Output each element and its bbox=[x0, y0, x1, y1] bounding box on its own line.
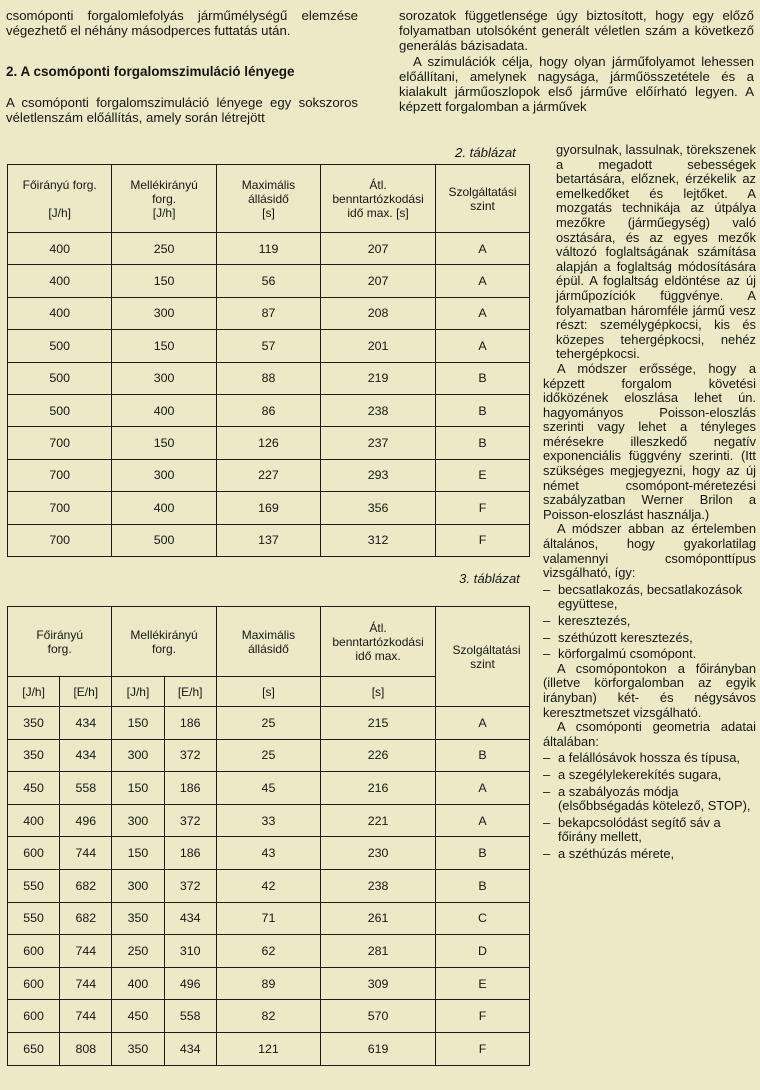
table2-cell: 293 bbox=[321, 459, 436, 491]
table2-row bbox=[8, 459, 530, 491]
table3-cell: 450 bbox=[8, 772, 60, 805]
table2-cell: 400 bbox=[8, 265, 112, 297]
table2-cell: 700 bbox=[8, 524, 112, 556]
table2-cell: A bbox=[436, 233, 530, 265]
list-item: – a szabályozás módja (elsőbbségadás kötelező, STOP), bbox=[543, 785, 756, 814]
table2-header-max-wait: Maximális állásidő [s] bbox=[216, 165, 320, 233]
table3-cell: 600 bbox=[8, 967, 60, 1000]
right-column bbox=[543, 143, 756, 862]
table3-cell: 150 bbox=[112, 707, 164, 740]
table3-row bbox=[8, 869, 530, 902]
table3-header-avg-dwell: Átl. benntartózkodási idő max. bbox=[321, 607, 436, 677]
table3-unit-eh-2: [E/h] bbox=[164, 677, 216, 707]
table2-body bbox=[8, 233, 530, 557]
table3-cell: A bbox=[435, 707, 529, 740]
table2-cell: A bbox=[436, 297, 530, 329]
table2-cell: A bbox=[436, 265, 530, 297]
table2-row bbox=[8, 362, 530, 394]
table3 bbox=[7, 606, 530, 1066]
left-intro-text: csomóponti forgalomlefolyás járműmélységű elemzése végezhető el néhány másodperces futtatás után. bbox=[6, 8, 358, 39]
table3-cell: 230 bbox=[321, 837, 436, 870]
table3-cell: 372 bbox=[164, 739, 216, 772]
table3-row bbox=[8, 1032, 530, 1065]
table2-cell: 207 bbox=[321, 265, 436, 297]
table2-cell: 57 bbox=[216, 330, 320, 362]
table2-cell: 56 bbox=[216, 265, 320, 297]
table2-cell: 312 bbox=[321, 524, 436, 556]
table2-cell: 400 bbox=[8, 233, 112, 265]
table3-row bbox=[8, 837, 530, 870]
table2-caption: 2. táblázat bbox=[455, 145, 516, 160]
table3-header-max-wait: Maximális állásidő bbox=[216, 607, 320, 677]
table3-cell: 600 bbox=[8, 935, 60, 968]
table3-cell: 372 bbox=[164, 804, 216, 837]
table2-header-row bbox=[8, 165, 530, 233]
table3-cell: 43 bbox=[216, 837, 320, 870]
table3-cell: 600 bbox=[8, 837, 60, 870]
table3-cell: 215 bbox=[321, 707, 436, 740]
list-item: – bekapcsolódást segítő sáv a főirány mellett, bbox=[543, 816, 756, 845]
table2-cell: E bbox=[436, 459, 530, 491]
list-item: – körforgalmú csomópont. bbox=[543, 647, 756, 662]
table3-cell: 261 bbox=[321, 902, 436, 935]
list-item: – becsatlakozás, becsatlakozások együttese, bbox=[543, 583, 756, 612]
table3-cell: 434 bbox=[164, 1032, 216, 1065]
table3-cell: 600 bbox=[8, 1000, 60, 1033]
table3-row bbox=[8, 772, 530, 805]
table3-cell: 186 bbox=[164, 772, 216, 805]
table2-cell: F bbox=[436, 524, 530, 556]
table3-cell: F bbox=[435, 1032, 529, 1065]
table3-cell: 434 bbox=[60, 739, 112, 772]
table2-cell: 400 bbox=[112, 394, 216, 426]
table2-cell: 300 bbox=[112, 297, 216, 329]
table3-group-header-row bbox=[8, 607, 530, 677]
table3-cell: 33 bbox=[216, 804, 320, 837]
table2-cell: 219 bbox=[321, 362, 436, 394]
table2-cell: 119 bbox=[216, 233, 320, 265]
table3-cell: D bbox=[435, 935, 529, 968]
table3-cell: 300 bbox=[112, 739, 164, 772]
table3-cell: 350 bbox=[112, 1032, 164, 1065]
table2-cell: 500 bbox=[8, 330, 112, 362]
table2-cell: 169 bbox=[216, 492, 320, 524]
table3-cell: 350 bbox=[8, 707, 60, 740]
table2-row bbox=[8, 427, 530, 459]
table3-header-main-flow: Főirányú forg. bbox=[8, 607, 112, 677]
table3-cell: 221 bbox=[321, 804, 436, 837]
table3-cell: 310 bbox=[164, 935, 216, 968]
table2-cell: 500 bbox=[112, 524, 216, 556]
table2-cell: 500 bbox=[8, 362, 112, 394]
table3-cell: 309 bbox=[321, 967, 436, 1000]
list-item: – a széthúzás mérete, bbox=[543, 847, 756, 862]
right-col-paragraph-4: A csomópontokon a főirányban (illetve körforgalomban az egyik irányban) két- és négysávos keresztmetszet vizsgálható. bbox=[543, 660, 756, 720]
table3-cell: C bbox=[435, 902, 529, 935]
table3-cell: B bbox=[435, 837, 529, 870]
table3-cell: 434 bbox=[164, 902, 216, 935]
table2-cell: A bbox=[436, 330, 530, 362]
table3-cell: 496 bbox=[164, 967, 216, 1000]
table3-cell: 150 bbox=[112, 772, 164, 805]
right-top-text bbox=[399, 8, 754, 114]
right-col-paragraph-2: A módszer erőssége, hogy a képzett forgalom követési időközének eloszlása lehet ún. hagyományos Poisson-eloszlás szerinti vagy lehet a tényleges mérésekre illeszkedő negatív exponenciális függvény szerinti. (Itt szükséges megjegyezni, hogy az új német csomópont-méretezési szabályzatban Werner Brilon a Poisson-eloszlást használja.) bbox=[543, 360, 756, 522]
table3-cell: 350 bbox=[8, 739, 60, 772]
table2-cell: 150 bbox=[112, 330, 216, 362]
table3-cell: 434 bbox=[60, 707, 112, 740]
table2-cell: B bbox=[436, 394, 530, 426]
table3-cell: 25 bbox=[216, 739, 320, 772]
table3-cell: B bbox=[435, 869, 529, 902]
table3-cell: 558 bbox=[164, 1000, 216, 1033]
table2-cell: 227 bbox=[216, 459, 320, 491]
table3-caption: 3. táblázat bbox=[459, 571, 520, 586]
list-item: – keresztezés, bbox=[543, 614, 756, 629]
table3-cell: 496 bbox=[60, 804, 112, 837]
table3-cell: 744 bbox=[60, 1000, 112, 1033]
table2-row bbox=[8, 233, 530, 265]
table3-row bbox=[8, 1000, 530, 1033]
table2-cell: 700 bbox=[8, 492, 112, 524]
table3-cell: 650 bbox=[8, 1032, 60, 1065]
table2-cell: 208 bbox=[321, 297, 436, 329]
table3-cell: 744 bbox=[60, 935, 112, 968]
table3-cell: 550 bbox=[8, 869, 60, 902]
table3-cell: 62 bbox=[216, 935, 320, 968]
table2-cell: 201 bbox=[321, 330, 436, 362]
list-item: – a felállósávok hossza és típusa, bbox=[543, 751, 756, 766]
table2-cell: B bbox=[436, 427, 530, 459]
table2-cell: B bbox=[436, 362, 530, 394]
table3-cell: 42 bbox=[216, 869, 320, 902]
table3-row bbox=[8, 935, 530, 968]
table2-header-service-level: Szolgáltatási szint bbox=[436, 165, 530, 233]
table2-cell: 400 bbox=[112, 492, 216, 524]
table2-cell: 500 bbox=[8, 394, 112, 426]
table2-cell: 137 bbox=[216, 524, 320, 556]
table3-row bbox=[8, 739, 530, 772]
table2-row bbox=[8, 524, 530, 556]
table3-header-service-level: Szolgáltatási szint bbox=[435, 607, 529, 707]
table3-cell: 300 bbox=[112, 804, 164, 837]
table3-cell: 400 bbox=[8, 804, 60, 837]
table2-header-avg-dwell: Átl. benntartózkodási idő max. [s] bbox=[321, 165, 436, 233]
table3-unit-jh-1: [J/h] bbox=[8, 677, 60, 707]
table2-row bbox=[8, 394, 530, 426]
table2-cell: 250 bbox=[112, 233, 216, 265]
table3-row bbox=[8, 967, 530, 1000]
table3-cell: 570 bbox=[321, 1000, 436, 1033]
table3-cell: 400 bbox=[112, 967, 164, 1000]
table2-cell: 400 bbox=[8, 297, 112, 329]
table3-cell: 238 bbox=[321, 869, 436, 902]
table3-cell: 300 bbox=[112, 869, 164, 902]
table3-unit-s-2: [s] bbox=[321, 677, 436, 707]
table3-cell: 226 bbox=[321, 739, 436, 772]
right-col-paragraph-1: gyorsulnak, lassulnak, törekszenek a megadott sebességek betartására, előznek, érzékelik az emelkedőket és lejtőket. A mozgatás technikája az útpálya mezőkre (járműegység) való osztására, és az egyes mezők változó foglaltságának számítása alapján a foglaltság módosítására épül. A foglaltság eldöntése az új járműpozíciók függvénye. A folyamatban háromféle jármű vesz részt: személygépkocsi, kis és közepes tehergépkocsi, nehéz tehergépkocsi. bbox=[556, 142, 756, 362]
list-intersection-types bbox=[543, 583, 756, 662]
table3-cell: 744 bbox=[60, 837, 112, 870]
section-heading: 2. A csomóponti forgalomszimuláció lényege bbox=[6, 64, 295, 79]
table3-cell: 744 bbox=[60, 967, 112, 1000]
table3-row bbox=[8, 707, 530, 740]
table2-header-main-flow: Főirányú forg. [J/h] bbox=[8, 165, 112, 233]
right-col-paragraph-3: A módszer abban az értelemben általános, hogy gyakorlatilag valamennyi csomóponttípus vizsgálható, így: bbox=[543, 521, 756, 581]
table3-cell: A bbox=[435, 772, 529, 805]
table3-cell: 250 bbox=[112, 935, 164, 968]
table3-unit-s-1: [s] bbox=[216, 677, 320, 707]
table3-cell: 89 bbox=[216, 967, 320, 1000]
list-geometry-data bbox=[543, 751, 756, 861]
table2-row bbox=[8, 265, 530, 297]
table2-cell: 300 bbox=[112, 459, 216, 491]
table2-cell: 356 bbox=[321, 492, 436, 524]
table2-row bbox=[8, 492, 530, 524]
table2-cell: 237 bbox=[321, 427, 436, 459]
list-item: – széthúzott keresztezés, bbox=[543, 631, 756, 646]
table3-unit-jh-2: [J/h] bbox=[112, 677, 164, 707]
table3-cell: 216 bbox=[321, 772, 436, 805]
table3-cell: 450 bbox=[112, 1000, 164, 1033]
table3-body bbox=[8, 707, 530, 1066]
table3-cell: 682 bbox=[60, 902, 112, 935]
table3-cell: 150 bbox=[112, 837, 164, 870]
table3-row bbox=[8, 804, 530, 837]
table2-header-side-flow: Mellékirányú forg. [J/h] bbox=[112, 165, 216, 233]
table3-cell: 186 bbox=[164, 837, 216, 870]
table2-cell: 87 bbox=[216, 297, 320, 329]
table2-cell: 88 bbox=[216, 362, 320, 394]
table3-cell: 682 bbox=[60, 869, 112, 902]
table3-cell: B bbox=[435, 739, 529, 772]
table3-cell: 82 bbox=[216, 1000, 320, 1033]
table3-cell: 45 bbox=[216, 772, 320, 805]
table3-cell: E bbox=[435, 967, 529, 1000]
right-col-paragraph-5: A csomóponti geometria adatai általában: bbox=[543, 719, 756, 749]
table2-cell: 238 bbox=[321, 394, 436, 426]
table2 bbox=[7, 164, 530, 557]
table2-cell: 86 bbox=[216, 394, 320, 426]
table3-cell: 350 bbox=[112, 902, 164, 935]
table2-cell: 300 bbox=[112, 362, 216, 394]
table3-row bbox=[8, 902, 530, 935]
table3-cell: 71 bbox=[216, 902, 320, 935]
table2-cell: 700 bbox=[8, 459, 112, 491]
table2-cell: 207 bbox=[321, 233, 436, 265]
table2-cell: 700 bbox=[8, 427, 112, 459]
table3-cell: 619 bbox=[321, 1032, 436, 1065]
list-item: – a szegélylekerekítés sugara, bbox=[543, 768, 756, 783]
table3-header-side-flow: Mellékirányú forg. bbox=[112, 607, 216, 677]
table3-cell: 558 bbox=[60, 772, 112, 805]
table2-row bbox=[8, 330, 530, 362]
table3-cell: 281 bbox=[321, 935, 436, 968]
right-top-paragraph-2: A szimulációk célja, hogy olyan járműfolyamot lehessen előállítani, amelynek nagysága, járműösszetétele és a kialakult járműoszlopok első járműve előírható legyen. A képzett forgalomban a járművek bbox=[399, 53, 754, 115]
table3-cell: F bbox=[435, 1000, 529, 1033]
table3-cell: 121 bbox=[216, 1032, 320, 1065]
table3-cell: A bbox=[435, 804, 529, 837]
table3-cell: 372 bbox=[164, 869, 216, 902]
table3-cell: 25 bbox=[216, 707, 320, 740]
table3-cell: 550 bbox=[8, 902, 60, 935]
table3-unit-eh-1: [E/h] bbox=[60, 677, 112, 707]
table3-cell: 186 bbox=[164, 707, 216, 740]
right-top-paragraph-1: sorozatok függetlensége úgy biztosított, hogy egy előző folyamatban utolsóként generált véletlen szám a következő generálás bázisadata. bbox=[399, 8, 754, 54]
table2-cell: 126 bbox=[216, 427, 320, 459]
table2-row bbox=[8, 297, 530, 329]
table3-cell: 808 bbox=[60, 1032, 112, 1065]
table2-cell: 150 bbox=[112, 265, 216, 297]
table2-cell: 150 bbox=[112, 427, 216, 459]
table2-cell: F bbox=[436, 492, 530, 524]
left-paragraph: A csomóponti forgalomszimuláció lényege egy sokszoros véletlenszám előállítás, amely során létrejött bbox=[6, 95, 358, 126]
